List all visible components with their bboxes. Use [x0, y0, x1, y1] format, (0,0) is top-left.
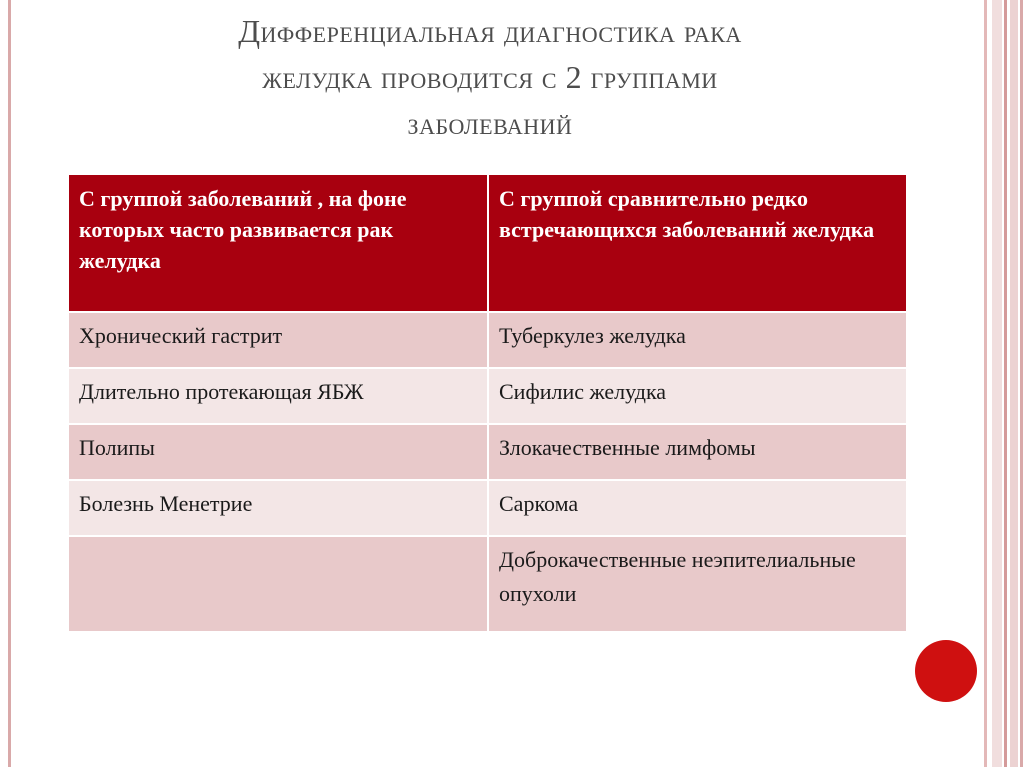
- table-row: [68, 368, 907, 424]
- table-cell: [68, 536, 488, 632]
- table-cell: Полипы: [68, 424, 488, 480]
- diagnosis-table: [67, 173, 908, 633]
- header-cell-rare: С группой сравнительно редко встречающихся заболеваний желудка: [488, 174, 907, 312]
- table-header-row: [68, 174, 907, 312]
- table-cell: Туберкулез желудка: [488, 312, 907, 368]
- table-cell: Саркома: [488, 480, 907, 536]
- slide-title: [20, 8, 960, 146]
- table-cell: Хронический гастрит: [68, 312, 488, 368]
- table-cell: Доброкачественные неэпителиальные опухоли: [488, 536, 907, 632]
- right-decorative-stripes: [984, 0, 1024, 767]
- title-line-2: желудка проводится с 2 группами: [262, 59, 718, 95]
- table-cell: Болезнь Менетрие: [68, 480, 488, 536]
- table-row: [68, 536, 907, 632]
- table-cell: Злокачественные лимфомы: [488, 424, 907, 480]
- table-row: [68, 424, 907, 480]
- table-row: [68, 312, 907, 368]
- table-row: [68, 480, 907, 536]
- left-decorative-line: [8, 0, 11, 767]
- title-line-3: заболеваний: [407, 105, 573, 141]
- table-cell: Длительно протекающая ЯБЖ: [68, 368, 488, 424]
- table-cell: Сифилис желудка: [488, 368, 907, 424]
- title-line-1: Дифференциальная диагностика рака: [238, 13, 742, 49]
- decorative-red-circle: [915, 640, 977, 702]
- header-cell-frequent: С группой заболеваний , на фоне которых часто развивается рак желудка: [68, 174, 488, 312]
